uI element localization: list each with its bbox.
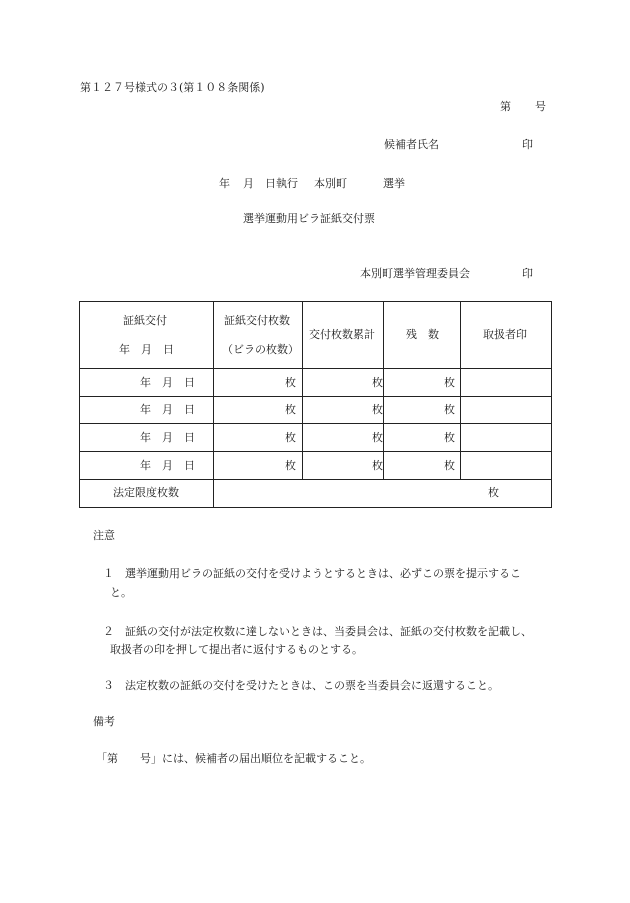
table-column-divider (302, 301, 303, 479)
row-date: 年 月 日 (140, 431, 195, 444)
table-header-divider (79, 368, 552, 369)
committee-name: 本別町選挙管理委員会 (360, 267, 470, 280)
row-count-unit: 枚 (285, 431, 296, 444)
candidate-seal-mark: 印 (522, 138, 533, 151)
table-border-right (551, 301, 552, 508)
issue-record-table (79, 301, 552, 508)
table-row-divider (79, 451, 552, 452)
note-item-1-line-1: １ 選挙運動用ビラの証紙の交付を受けようとするときは、必ずこの票を提示するこ (103, 567, 521, 580)
row-cumulative-unit: 枚 (372, 431, 383, 444)
row-date: 年 月 日 (140, 376, 195, 389)
document-number-suffix: 号 (535, 100, 546, 113)
column-header-issue-count: 証紙交付枚数 (224, 314, 290, 327)
column-header-handler-seal: 取扱者印 (483, 328, 527, 341)
table-border-bottom (79, 507, 552, 508)
candidate-name-label: 候補者氏名 (384, 138, 439, 151)
note-item-2-line-2: 取扱者の印を押して提出者に返付するものとする。 (110, 643, 363, 656)
column-header-issue-date: 証紙交付 (123, 314, 167, 327)
note-item-3-line-1: ３ 法定枚数の証紙の交付を受けたときは、この票を当委員会に返還すること。 (103, 679, 499, 692)
row-remaining-unit: 枚 (444, 459, 455, 472)
table-row-divider (79, 396, 552, 397)
note-item-1-line-2: と。 (110, 586, 132, 599)
row-remaining-unit: 枚 (444, 376, 455, 389)
election-suffix-label: 選挙 (383, 177, 405, 190)
table-column-divider (383, 301, 384, 479)
election-town-name: 本別町 (314, 177, 347, 190)
row-cumulative-unit: 枚 (372, 459, 383, 472)
remarks-text: 「第 号」には、候補者の届出順位を記載すること。 (96, 752, 371, 765)
committee-seal-mark: 印 (522, 267, 533, 280)
table-border-top (79, 301, 552, 302)
remarks-heading: 備考 (93, 715, 115, 728)
row-count-unit: 枚 (285, 376, 296, 389)
row-count-unit: 枚 (285, 459, 296, 472)
table-border-left (79, 301, 80, 508)
document-number-label: 第 (500, 100, 511, 113)
legal-limit-unit: 枚 (488, 486, 499, 499)
legal-limit-label: 法定限度枚数 (113, 486, 179, 499)
column-header-remaining: 残 数 (406, 328, 439, 341)
row-remaining-unit: 枚 (444, 431, 455, 444)
election-day-held-label: 日執行 (265, 177, 298, 190)
table-column-divider (460, 301, 461, 479)
column-header-issue-count-sub: （ビラの枚数） (222, 343, 299, 356)
row-date: 年 月 日 (140, 403, 195, 416)
page-title: 選挙運動用ビラ証紙交付票 (243, 212, 375, 225)
row-remaining-unit: 枚 (444, 403, 455, 416)
row-date: 年 月 日 (140, 459, 195, 472)
table-column-divider (213, 301, 214, 508)
table-row-divider (79, 423, 552, 424)
notes-heading: 注意 (93, 529, 115, 542)
election-year-label: 年 (219, 177, 230, 190)
table-row-divider (79, 479, 552, 480)
row-cumulative-unit: 枚 (372, 403, 383, 416)
election-month-label: 月 (243, 177, 254, 190)
column-header-cumulative: 交付枚数累計 (309, 328, 375, 341)
form-number: 第１２７号様式の３(第１０８条関係) (80, 81, 265, 94)
row-count-unit: 枚 (285, 403, 296, 416)
row-cumulative-unit: 枚 (372, 376, 383, 389)
column-header-issue-date-ymd: 年 月 日 (119, 343, 174, 356)
note-item-2-line-1: ２ 証紙の交付が法定枚数に達しないときは、当委員会は、証紙の交付枚数を記載し、 (103, 625, 532, 638)
